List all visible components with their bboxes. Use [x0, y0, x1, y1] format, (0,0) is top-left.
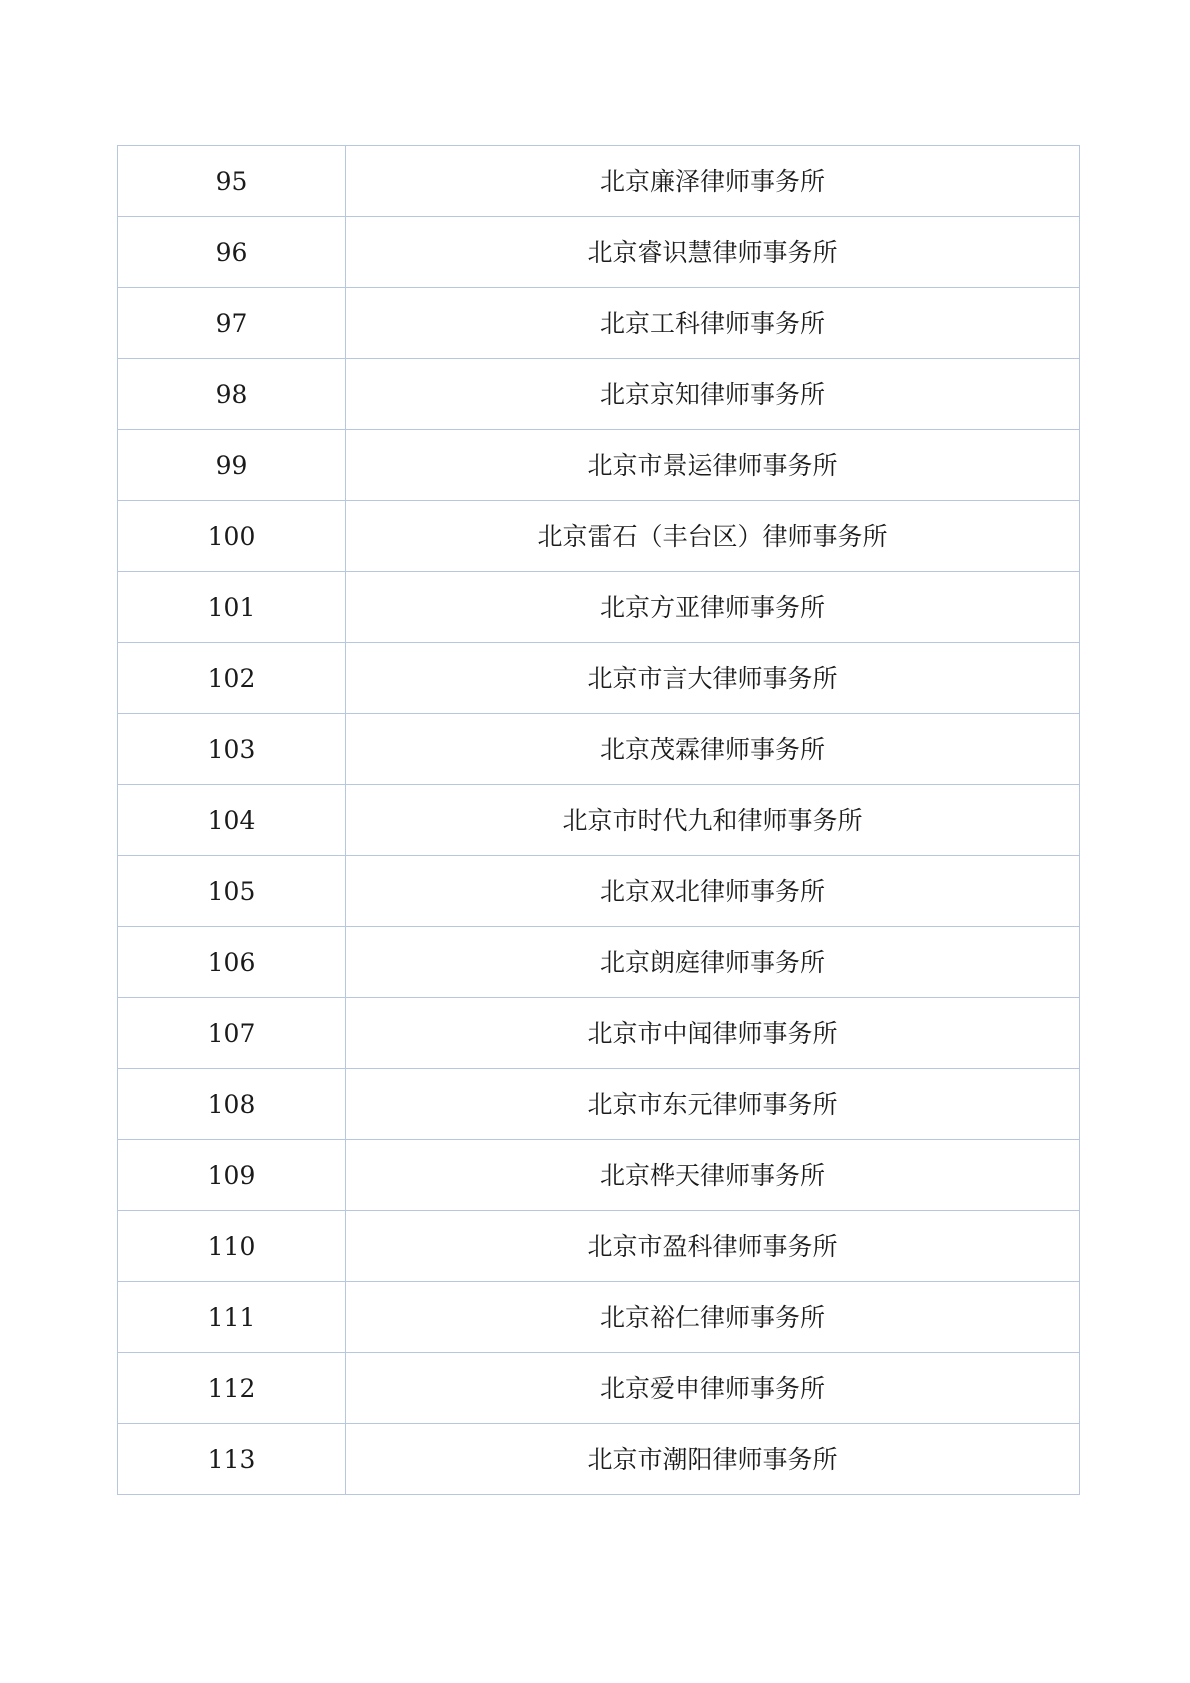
row-number-cell: 103 — [118, 714, 346, 785]
firm-name-cell: 北京市东元律师事务所 — [346, 1069, 1080, 1140]
row-number-cell: 95 — [118, 146, 346, 217]
table-row — [118, 501, 1080, 572]
row-number-cell: 100 — [118, 501, 346, 572]
row-number-cell: 108 — [118, 1069, 346, 1140]
firm-name-cell: 北京市言大律师事务所 — [346, 643, 1080, 714]
firm-name-cell: 北京睿识慧律师事务所 — [346, 217, 1080, 288]
table-body — [118, 146, 1080, 1495]
firm-name-cell: 北京朗庭律师事务所 — [346, 927, 1080, 998]
table-row — [118, 146, 1080, 217]
table-row — [118, 1282, 1080, 1353]
table-row — [118, 856, 1080, 927]
firm-name-cell: 北京市时代九和律师事务所 — [346, 785, 1080, 856]
row-number-cell: 113 — [118, 1424, 346, 1495]
firm-name-cell: 北京市景运律师事务所 — [346, 430, 1080, 501]
firm-name-cell: 北京雷石（丰台区）律师事务所 — [346, 501, 1080, 572]
firm-name-cell: 北京裕仁律师事务所 — [346, 1282, 1080, 1353]
table-row — [118, 1424, 1080, 1495]
firm-name-cell: 北京京知律师事务所 — [346, 359, 1080, 430]
firm-name-cell: 北京市中闻律师事务所 — [346, 998, 1080, 1069]
table-row — [118, 572, 1080, 643]
table-row — [118, 359, 1080, 430]
table-row — [118, 1353, 1080, 1424]
table-row — [118, 288, 1080, 359]
row-number-cell: 104 — [118, 785, 346, 856]
table-row — [118, 927, 1080, 998]
table-row — [118, 785, 1080, 856]
row-number-cell: 112 — [118, 1353, 346, 1424]
firm-name-cell: 北京廉泽律师事务所 — [346, 146, 1080, 217]
table-row — [118, 998, 1080, 1069]
row-number-cell: 110 — [118, 1211, 346, 1282]
row-number-cell: 111 — [118, 1282, 346, 1353]
firm-name-cell: 北京市潮阳律师事务所 — [346, 1424, 1080, 1495]
table-row — [118, 1069, 1080, 1140]
row-number-cell: 106 — [118, 927, 346, 998]
table-row — [118, 643, 1080, 714]
row-number-cell: 97 — [118, 288, 346, 359]
firm-name-cell: 北京方亚律师事务所 — [346, 572, 1080, 643]
row-number-cell: 105 — [118, 856, 346, 927]
firm-name-cell: 北京双北律师事务所 — [346, 856, 1080, 927]
firm-name-cell: 北京爱申律师事务所 — [346, 1353, 1080, 1424]
firm-name-cell: 北京工科律师事务所 — [346, 288, 1080, 359]
firm-name-cell: 北京市盈科律师事务所 — [346, 1211, 1080, 1282]
table-row — [118, 430, 1080, 501]
row-number-cell: 107 — [118, 998, 346, 1069]
table-row — [118, 1211, 1080, 1282]
law-firm-table — [117, 145, 1080, 1495]
row-number-cell: 102 — [118, 643, 346, 714]
firm-name-cell: 北京桦天律师事务所 — [346, 1140, 1080, 1211]
table-row — [118, 217, 1080, 288]
table-row — [118, 1140, 1080, 1211]
table-row — [118, 714, 1080, 785]
firm-name-cell: 北京茂霖律师事务所 — [346, 714, 1080, 785]
row-number-cell: 96 — [118, 217, 346, 288]
row-number-cell: 99 — [118, 430, 346, 501]
row-number-cell: 98 — [118, 359, 346, 430]
row-number-cell: 101 — [118, 572, 346, 643]
row-number-cell: 109 — [118, 1140, 346, 1211]
